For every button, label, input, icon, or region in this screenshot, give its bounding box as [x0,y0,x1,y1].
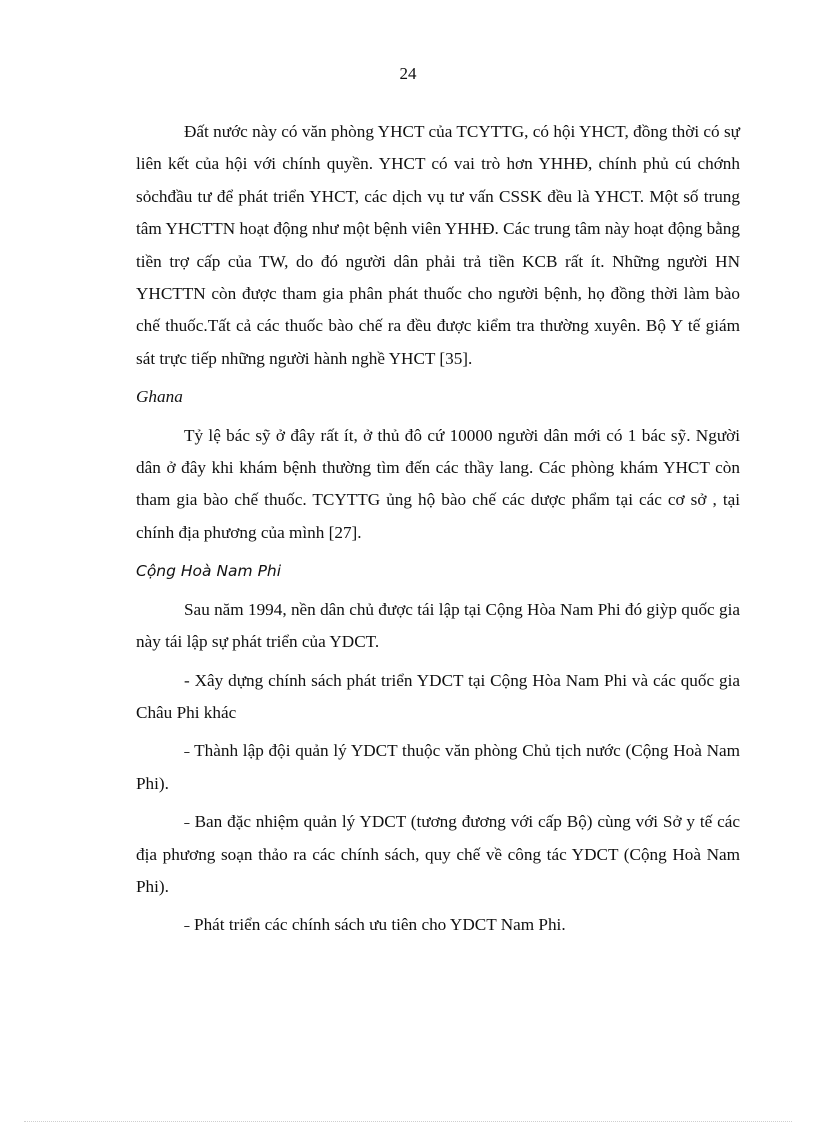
section-heading-south-africa: Cộng Hoà Nam Phi [136,562,282,581]
bullet-item-4: ˗ Phát triển các chính sách ưu tiên cho YDCT Nam Phi. [184,915,566,935]
bullet-item-2: ˗ Thành lập đội quản lý YDCT thuộc văn phòng Chủ tịch nước (Cộng Hoà Nam Phi). [136,741,740,793]
body-text [136,116,740,948]
page-bottom-divider [24,1121,792,1122]
page-number: 24 [399,64,417,83]
bullet-item-1: - Xây dựng chính sách phát triển YDCT tại Cộng Hòa Nam Phi và các quốc gia Châu Phi khác [136,670,740,722]
paragraph-ghana: Tỷ lệ bác sỹ ở đây rất ít, ở thủ đô cứ 10000 người dân mới có 1 bác sỹ. Người dân ở đây khi khám bệnh thường tìm đến các thầy lang. Các phòng khám YHCT còn tham gia bào chế thuốc. TCYTTG ủng hộ bào chế các dược phẩm tại các cơ sở , tại chính địa phương của mình [27]. [136,425,740,542]
paragraph-south-africa: Sau năm 1994, nền dân chủ được tái lập tại Cộng Hòa Nam Phi đó giỳp quốc gia này tái lập sự phát triển của YDCT. [136,599,740,652]
section-heading-ghana: Ghana [136,387,183,407]
paragraph-intro: Đất nước này có văn phòng YHCT của TCYTTG, có hội YHCT, đồng thời có sự liên kết của hội với chính quyền. YHCT có vai trò hơn YHHĐ, chính phủ cú chớnh sỏchđầu tư để phát triển YHCT, các dịch vụ tư vấn CSSK đều là YHCT. Một số trung tâm YHCTTN hoạt động như một bệnh viên YHHĐ. Các trung tâm này hoạt động bằng tiền trợ cấp của TW, do đó người dân phải trả tiền KCB rất ít. Những người HN YHCTTN còn được tham gia phân phát thuốc cho người bệnh, họ đồng thời làm bào chế thuốc.Tất cả các thuốc bào chế ra đều được kiểm tra thường xuyên. Bộ Y tế giám sát trực tiếp những người hành nghề YHCT [35]. [136,122,740,368]
bullet-item-3: ˗ Ban đặc nhiệm quản lý YDCT (tương đương với cấp Bộ) cùng với Sở y tế các địa phương soạn thảo ra các chính sách, quy chế về công tác YDCT (Cộng Hoà Nam Phi). [136,812,740,896]
